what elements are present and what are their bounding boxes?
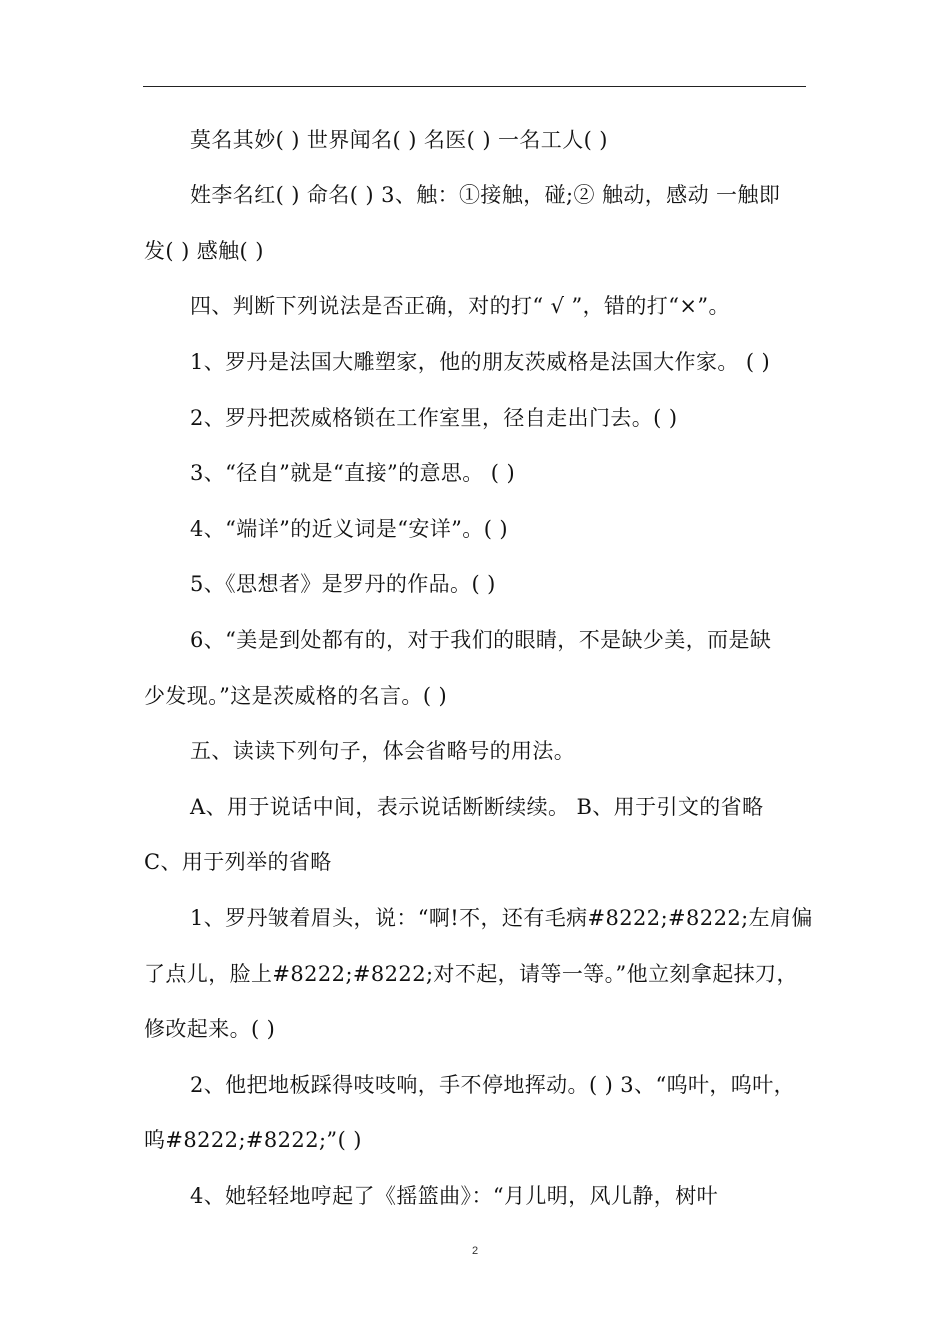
list-item: 1、罗丹皱着眉头，说：“啊!不，还有毛病#8222;#8222;左肩偏 [190,906,813,930]
list-item: 2、罗丹把茨威格锁在工作室里，径自走出门去。( ) [190,406,678,430]
list-item: 1、罗丹是法国大雕塑家，他的朋友茨威格是法国大作家。 ( ) [190,350,771,374]
list-item: 4、“端详”的近义词是“安详”。( ) [190,517,508,541]
text-line: 修改起来。( ) [144,1017,276,1041]
list-item: 6、“美是到处都有的，对于我们的眼睛，不是缺少美，而是缺 [190,628,772,652]
text-line: 发( ) 感触( ) [144,239,264,263]
header-rule [143,86,806,87]
page-number: 2 [471,1245,479,1257]
section-heading: 四、判断下列说法是否正确，对的打“ √ ”，错的打“×”。 [190,294,730,318]
text-line: 姓李名红( ) 命名( ) 3、触：①接触，碰;② 触动，感动 一触即 [190,183,781,207]
list-item: 4、她轻轻地哼起了《摇篮曲》：“月儿明，风儿静，树叶 [190,1184,718,1208]
list-item: 2、他把地板踩得吱吱响，手不停地挥动。( ) 3、“呜叶，呜叶， [190,1073,795,1097]
list-item: 3、“径自”就是“直接”的意思。 ( ) [190,461,516,485]
text-line: C、用于列举的省略 [144,850,332,874]
section-heading: 五、读读下列句子，体会省略号的用法。 [190,739,576,763]
text-line: 少发现。”这是茨威格的名言。( ) [144,684,448,708]
text-line: 了点儿，脸上#8222;#8222;对不起，请等一等。”他立刻拿起抹刀， [144,962,798,986]
text-line: A、用于说话中间，表示说话断断续续。 B、用于引文的省略 [190,795,764,819]
list-item: 5、《思想者》是罗丹的作品。( ) [190,572,496,596]
text-line: 呜#8222;#8222;”( ) [144,1128,362,1152]
text-line: 莫名其妙( ) 世界闻名( ) 名医( ) 一名工人( ) [190,128,608,152]
